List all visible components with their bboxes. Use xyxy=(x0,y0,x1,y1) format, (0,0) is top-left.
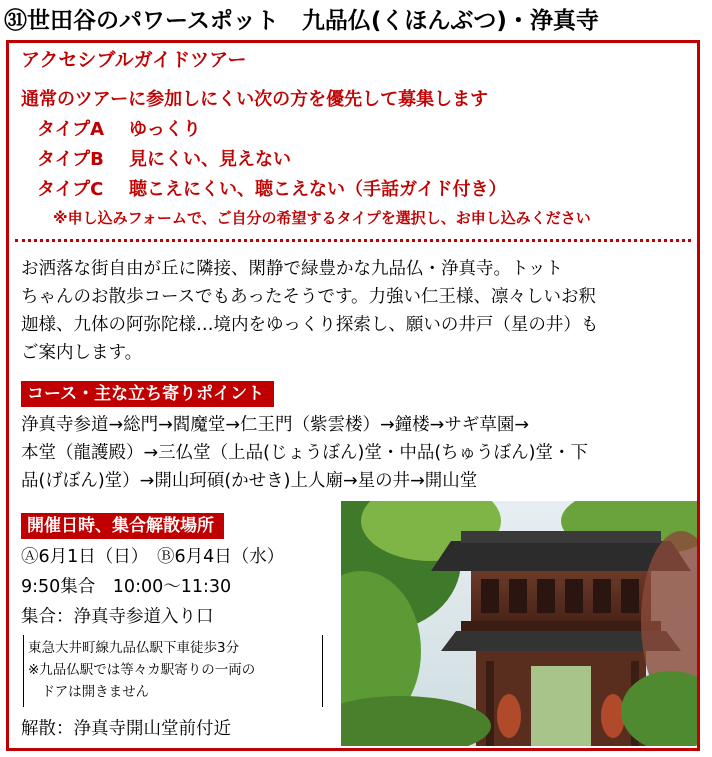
intro-line: お洒落な街自由が丘に隣接、閑静で緑豊かな九品仏・浄真寺。トット xyxy=(21,259,563,279)
temple-gate-photo xyxy=(341,501,697,746)
intro-line: ご案内します。 xyxy=(21,343,143,363)
type-a-label: タイプA xyxy=(37,119,105,140)
access-line: 東急大井町線九品仏駅下車徒歩3分 xyxy=(28,640,240,656)
schedule-time: 9:50集合 10:00～11:30 xyxy=(21,577,232,597)
course-route xyxy=(21,411,588,495)
access-info-box xyxy=(23,635,323,707)
application-note: ※申し込みフォームで、ご自分の希望するタイプを選択し、お申し込みください xyxy=(53,209,591,227)
type-c-label: タイプC xyxy=(37,179,104,200)
accessible-tour-heading: アクセシブルガイドツアー xyxy=(21,49,247,71)
type-b-label: タイプB xyxy=(37,149,104,170)
accessible-tour-section xyxy=(9,43,697,243)
type-c-desc: 聴こえにくい、聴こえない（手話ガイド付き） xyxy=(129,179,507,200)
access-line: ドアは開きません xyxy=(28,684,150,700)
dismissal-place: 解散：浄真寺開山堂前付近 xyxy=(21,719,231,739)
type-a-desc: ゆっくり xyxy=(129,119,201,140)
schedule-dates: Ⓐ6月1日（日） Ⓑ6月4日（水） xyxy=(21,547,285,567)
dotted-divider xyxy=(15,239,691,242)
accessible-lead: 通常のツアーに参加しにくい次の方を優先して募集します xyxy=(21,89,489,110)
content-frame xyxy=(6,40,700,751)
course-line: 品(げぼん)堂）→開山珂碩(かせき)上人廟→星の井→開山堂 xyxy=(21,471,478,491)
page-title: ㉛世田谷のパワースポット 九品仏(くほんぶつ)・浄真寺 xyxy=(4,8,599,34)
intro-line: ちゃんのお散歩コースでもあったそうです。力強い仁王様、凛々しいお釈 xyxy=(21,287,597,307)
access-line: ※九品仏駅では等々カ駅寄りの一両の xyxy=(28,662,256,678)
intro-text xyxy=(21,255,689,367)
course-line: 浄真寺参道→総門→閻魔堂→仁王門（紫雲楼）→鐘楼→サギ草園→ xyxy=(21,415,529,435)
type-b-desc: 見にくい、見えない xyxy=(129,149,291,170)
course-line: 本堂（龍護殿）→三仏堂（上品(じょうぼん)堂・中品(ちゅうぼん)堂・下 xyxy=(21,443,588,463)
course-heading: コース・主な立ち寄りポイント xyxy=(21,381,274,407)
meeting-place: 集合：浄真寺参道入り口 xyxy=(21,607,214,627)
schedule-heading: 開催日時、集合解散場所 xyxy=(21,513,224,539)
intro-line: 迦様、九体の阿弥陀様…境内をゆっくり探索し、願いの井戸（星の井）も xyxy=(21,315,599,335)
